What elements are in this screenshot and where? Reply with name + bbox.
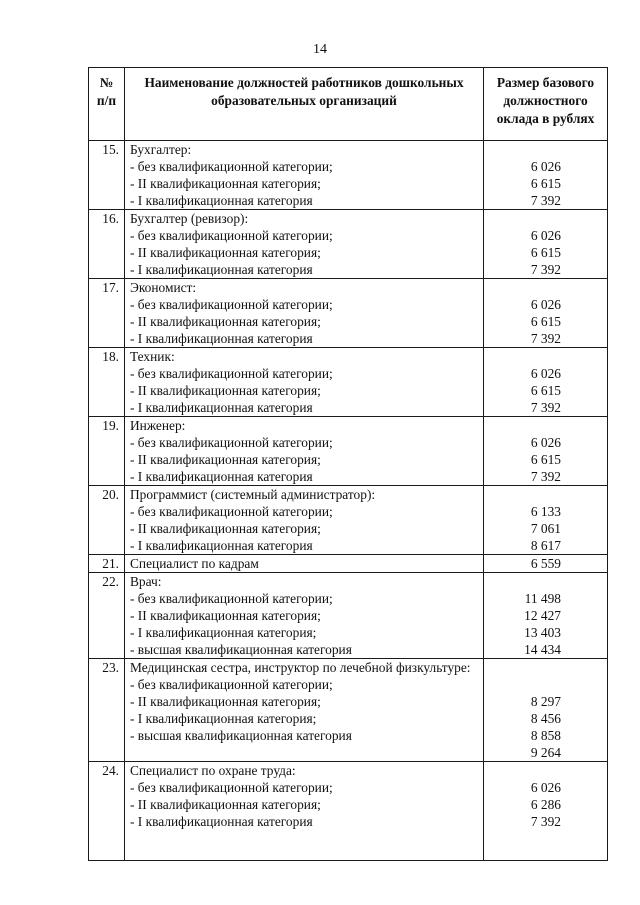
row-number: 24. (89, 762, 125, 861)
position-title: Бухгалтер: (130, 142, 192, 157)
category-label: - без квалификационной категории; (130, 435, 333, 450)
salary-value: 7 392 (530, 400, 561, 415)
row-number: 18. (89, 348, 125, 417)
header-position-title: Наименование должностей работников дошкольных образовательных организаций (125, 68, 484, 141)
salary-value: 6 615 (530, 245, 561, 260)
category-label: - II квалификационная категория; (130, 314, 321, 329)
salary-value: 9 264 (530, 745, 561, 760)
position-title: Техник: (130, 349, 175, 364)
salary-value: 14 434 (524, 642, 561, 657)
salary-value: 6 133 (530, 504, 561, 519)
category-label: - без квалификационной категории; (130, 366, 333, 381)
category-label: - без квалификационной категории; (130, 297, 333, 312)
row-number: 21. (89, 555, 125, 573)
table-row (89, 573, 608, 659)
position-title: Экономист: (130, 280, 197, 295)
position-title: Специалист по кадрам (130, 556, 259, 571)
position-cell (125, 210, 484, 279)
salary-value: 7 392 (530, 469, 561, 484)
salary-value: 12 427 (524, 608, 561, 623)
position-cell (125, 279, 484, 348)
position-cell (125, 486, 484, 555)
salary-value: 6 615 (530, 383, 561, 398)
row-number: 15. (89, 141, 125, 210)
position-title: Программист (системный администратор): (130, 487, 376, 502)
salary-cell (484, 659, 608, 762)
salary-value: 7 061 (530, 521, 561, 536)
category-label: - II квалификационная категория; (130, 694, 321, 709)
position-cell (125, 348, 484, 417)
position-cell (125, 141, 484, 210)
salary-value: 8 617 (530, 538, 561, 553)
position-title: Инженер: (130, 418, 186, 433)
row-number: 19. (89, 417, 125, 486)
salary-cell (484, 555, 608, 573)
category-label: - I квалификационная категория (130, 262, 313, 277)
salary-cell (484, 141, 608, 210)
category-label: - II квалификационная категория; (130, 452, 321, 467)
salary-value: 6 026 (530, 297, 561, 312)
table-row (89, 210, 608, 279)
salary-value: 6 026 (530, 159, 561, 174)
salary-value: 8 297 (530, 694, 561, 709)
category-label: - без квалификационной категории; (130, 504, 333, 519)
salary-value: 6 026 (530, 780, 561, 795)
header-number: № п/п (89, 68, 125, 141)
salary-value: 8 456 (530, 711, 561, 726)
category-label: - I квалификационная категория (130, 331, 313, 346)
table-row (89, 417, 608, 486)
salary-value: 7 392 (530, 262, 561, 277)
table-row (89, 141, 608, 210)
category-label: - I квалификационная категория; (130, 625, 317, 640)
page-number: 14 (313, 42, 327, 57)
category-label: - II квалификационная категория; (130, 383, 321, 398)
category-label: - I квалификационная категория (130, 538, 313, 553)
category-label: - I квалификационная категория (130, 814, 313, 829)
row-number: 23. (89, 659, 125, 762)
category-label: - I квалификационная категория; (130, 711, 317, 726)
category-label: - II квалификационная категория; (130, 608, 321, 623)
category-label: - без квалификационной категории; (130, 780, 333, 795)
category-label: - II квалификационная категория; (130, 797, 321, 812)
salary-value: 11 498 (524, 591, 561, 606)
table-row (89, 486, 608, 555)
salary-value: 6 615 (530, 314, 561, 329)
table-row (89, 555, 608, 573)
row-number: 17. (89, 279, 125, 348)
salary-value: 7 392 (530, 331, 561, 346)
salary-value: 13 403 (524, 625, 561, 640)
position-cell (125, 573, 484, 659)
row-number: 20. (89, 486, 125, 555)
position-title: Медицинская сестра, инструктор по лечебной физкультуре: (130, 660, 471, 675)
table-row (89, 279, 608, 348)
salary-value: 6 615 (530, 176, 561, 191)
position-title: Бухгалтер (ревизор): (130, 211, 249, 226)
row-number: 16. (89, 210, 125, 279)
table-row (89, 348, 608, 417)
category-label: - I квалификационная категория (130, 193, 313, 208)
salary-cell (484, 573, 608, 659)
salary-value: 6 615 (530, 452, 561, 467)
category-label: - без квалификационной категории; (130, 677, 333, 692)
category-label: - I квалификационная категория (130, 400, 313, 415)
category-label: - II квалификационная категория; (130, 176, 321, 191)
salary-table (88, 67, 608, 861)
position-cell (125, 659, 484, 762)
category-label: - II квалификационная категория; (130, 245, 321, 260)
category-label: - без квалификационной категории; (130, 591, 333, 606)
salary-cell (484, 762, 608, 861)
salary-value: 6 026 (530, 366, 561, 381)
category-label: - без квалификационной категории; (130, 159, 333, 174)
header-base-salary: Размер базового должностного оклада в рублях (484, 68, 608, 141)
category-label: - высшая квалификационная категория (130, 642, 352, 657)
table-row (89, 659, 608, 762)
salary-cell (484, 210, 608, 279)
table-header-row (89, 68, 608, 141)
salary-value: 8 858 (530, 728, 561, 743)
salary-cell (484, 486, 608, 555)
category-label: - высшая квалификационная категория (130, 728, 352, 743)
position-cell (125, 555, 484, 573)
salary-value: 6 286 (530, 797, 561, 812)
salary-value: 6 026 (530, 228, 561, 243)
category-label: - без квалификационной категории; (130, 228, 333, 243)
position-title: Специалист по охране труда: (130, 763, 296, 778)
salary-value: 6 559 (530, 556, 561, 571)
position-cell (125, 417, 484, 486)
row-number: 22. (89, 573, 125, 659)
salary-value: 7 392 (530, 814, 561, 829)
salary-cell (484, 348, 608, 417)
position-cell (125, 762, 484, 861)
category-label: - II квалификационная категория; (130, 521, 321, 536)
table-body (89, 141, 608, 861)
salary-value: 6 026 (530, 435, 561, 450)
salary-cell (484, 279, 608, 348)
table-row (89, 762, 608, 861)
salary-value: 7 392 (530, 193, 561, 208)
salary-cell (484, 417, 608, 486)
position-title: Врач: (130, 574, 162, 589)
category-label: - I квалификационная категория (130, 469, 313, 484)
